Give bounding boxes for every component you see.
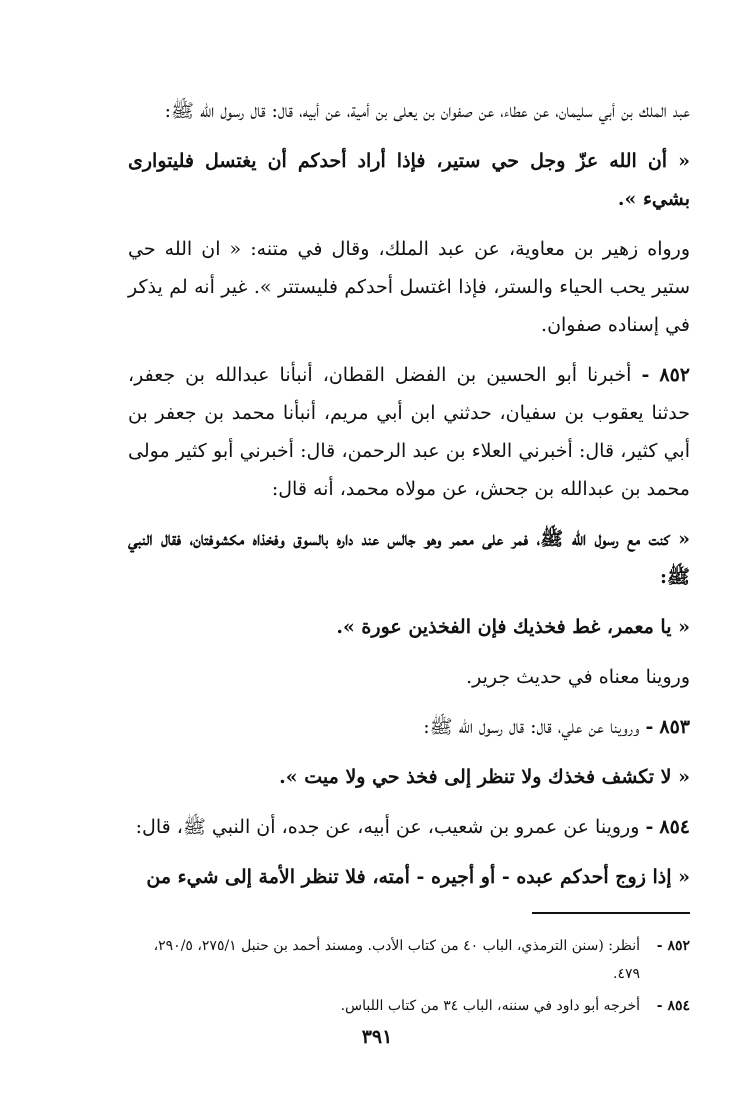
paragraph-9-quote xyxy=(128,758,690,796)
hadith-852 xyxy=(128,356,690,508)
paragraph-7 xyxy=(128,658,690,696)
paragraph-text: وروينا عن علي، قال: قال رسول الله ﷺ: xyxy=(423,716,640,738)
footnote-number: ٨٥٤ - xyxy=(656,998,690,1014)
paragraph-text: « أن الله عزّ وجل حي ستير، فإذا أراد أحدكم أن يغتسل فليتوارى بشيء ». xyxy=(128,150,690,210)
hadith-dash: - xyxy=(645,716,654,738)
footnote-text: أنظر: (سنن الترمذي، الباب ٤٠ من كتاب الأدب. ومسند أحمد بن حنبل ٢٧٥/١، ٢٩٠/٥، ٤٧٩. xyxy=(153,938,640,982)
paragraph-1 xyxy=(128,92,690,130)
paragraph-text: « كنت مع رسول الله ﷺ، فمر على معمر وهو جالس عند داره بالسوق وفخذاه مكشوفتان، فقال النبي ﷺ: xyxy=(128,528,690,588)
paragraph-text: « لا تكشف فخذك ولا تنظر إلى فخذ حي ولا ميت ». xyxy=(279,766,690,788)
paragraph-text: أخبرنا أبو الحسين بن الفضل القطان، أنبأنا عبدالله بن جعفر، حدثنا يعقوب بن سفيان، حدثني ابن أبي مريم، أنبأنا محمد بن جعفر بن أبي كثير، قال: أخبرني العلاء بن عبد الرحمن، قال: أخبرني أبو كثير مولى محمد بن عبدالله بن جحش، عن مولاه محمد، أنه قال: xyxy=(128,364,690,500)
hadith-853 xyxy=(128,708,690,746)
footnote-852 xyxy=(128,932,690,988)
hadith-number: ٨٥٣ xyxy=(659,716,690,738)
paragraph-text: وروينا عن عمرو بن شعيب، عن أبيه، عن جده، أن النبي ﷺ، قال: xyxy=(135,816,640,838)
paragraph-3 xyxy=(128,230,690,344)
paragraph-text: عبد الملك بن أبي سليمان، عن عطاء، عن صفوان بن يعلى بن أمية، عن أبيه، قال: قال رسول الله ﷺ: xyxy=(164,100,690,122)
footnote-854 xyxy=(128,992,690,1020)
paragraph-text: وروينا معناه في حديث جرير. xyxy=(466,666,690,688)
hadith-dash: - xyxy=(645,816,654,838)
paragraph-11-quote xyxy=(128,858,690,896)
paragraph-2-quote xyxy=(128,142,690,218)
hadith-number: ٨٥٤ xyxy=(659,816,690,838)
paragraph-5-quote xyxy=(128,520,690,596)
page-number: ٣٩١ xyxy=(361,1026,393,1048)
paragraph-text: ورواه زهير بن معاوية، عن عبد الملك، وقال في متنه: « ان الله حي ستير يحب الحياء والستر، فإذا اغتسل أحدكم فليستتر ». غير أنه لم يذكر في إسناده صفوان. xyxy=(128,238,690,336)
paragraph-text: « يا معمر، غط فخذيك فإن الفخذين عورة ». xyxy=(336,616,690,638)
footnotes xyxy=(128,932,690,1024)
hadith-854 xyxy=(128,808,690,846)
paragraph-text: « إذا زوج أحدكم عبده - أو أجيره - أمته، فلا تنظر الأمة إلى شيء من xyxy=(146,866,690,888)
hadith-dash: - xyxy=(641,364,650,386)
paragraph-6-quote xyxy=(128,608,690,646)
hadith-number: ٨٥٢ xyxy=(659,364,691,386)
main-text xyxy=(128,92,690,908)
footnote-number: ٨٥٢ - xyxy=(656,938,690,954)
footnote-text: أخرجه أبو داود في سننه، الباب ٣٤ من كتاب اللباس. xyxy=(340,998,640,1014)
footnote-divider xyxy=(532,912,690,914)
